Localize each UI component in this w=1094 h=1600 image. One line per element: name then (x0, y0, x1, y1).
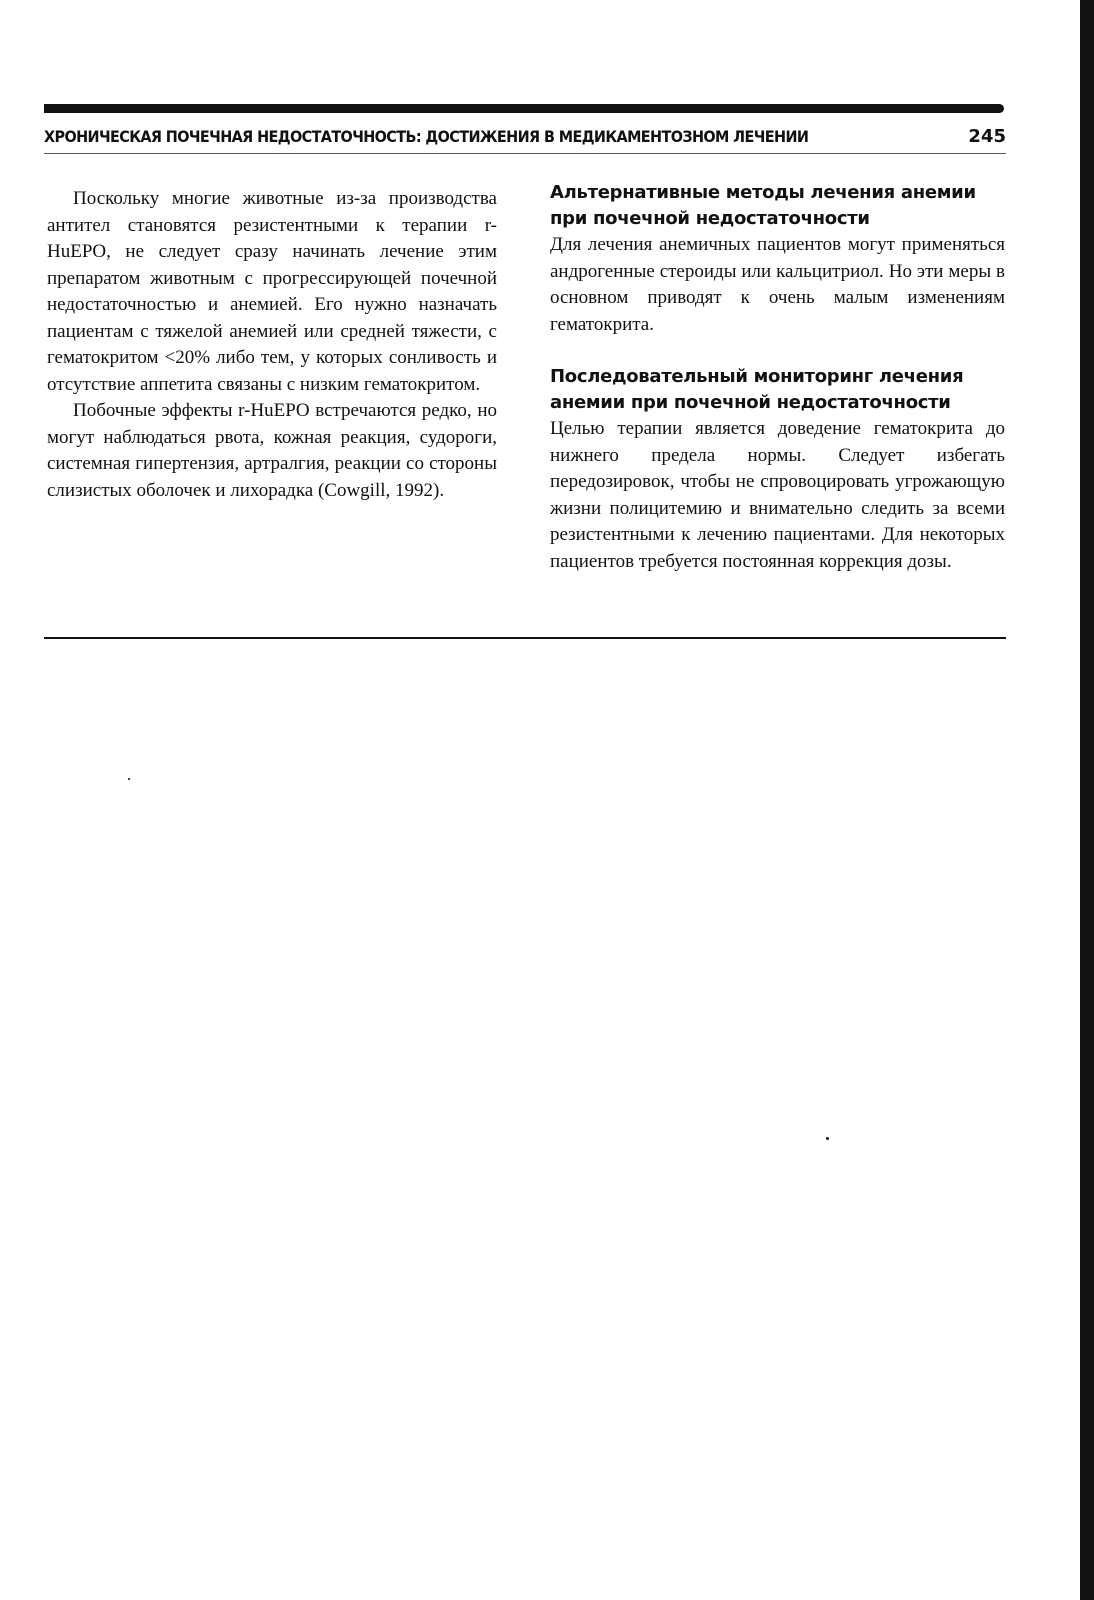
header-rule (44, 104, 1004, 113)
left-column (47, 186, 497, 504)
section-heading: Последовательный мониторинг лечения анемии при почечной недостаточности (550, 366, 964, 413)
footer-rule (44, 637, 1006, 639)
scan-speck (128, 778, 130, 780)
section-body: Для лечения анемичных пациентов могут применяться андрогенные стероиды или кальцитриол. Но эти меры в основном приводят к очень малым изменениям гематокрита. (550, 234, 1005, 335)
section-alternative-methods (550, 180, 1005, 338)
scan-speck (826, 1137, 829, 1140)
body-paragraph: Поскольку многие животные из-за производства антител становятся резистентными к терапии r-HuEPO, не следует сразу начинать лечение этим препаратом животным с прогрессирующей почечной недостаточностью и анемией. Его нужно назначать пациентам с тяжелой анемией или средней тяжести, с гематокритом <20% либо тем, у которых сонливость и отсутствие аппетита связаны с низким гематокритом. (47, 188, 497, 395)
right-column (550, 180, 1005, 601)
running-head (44, 124, 1006, 152)
running-head-title: ХРОНИЧЕСКАЯ ПОЧЕЧНАЯ НЕДОСТАТОЧНОСТЬ: ДОСТИЖЕНИЯ В МЕДИКАМЕНТОЗНОМ ЛЕЧЕНИИ (44, 127, 809, 146)
page-number: 245 (968, 126, 1006, 147)
scan-edge-bar (1080, 0, 1094, 1600)
body-paragraph: Побочные эффекты r-HuEPO встречаются редко, но могут наблюдаться рвота, кожная реакция, судороги, системная гипертензия, артралгия, реакции со стороны слизистых оболочек и лихорадка (Cowgill, 1992). (47, 400, 497, 501)
section-heading: Альтернативные методы лечения анемии при почечной недостаточности (550, 182, 976, 229)
section-monitoring (550, 364, 1005, 575)
header-underline (44, 153, 1006, 154)
section-body: Целью терапии является доведение гематокрита до нижнего предела нормы. Следует избегать передозировок, чтобы не спровоцировать угрожающую жизни полицитемию и внимательно следить за всеми резистентными к лечению пациентами. Для некоторых пациентов требуется постоянная коррекция дозы. (550, 418, 1005, 572)
